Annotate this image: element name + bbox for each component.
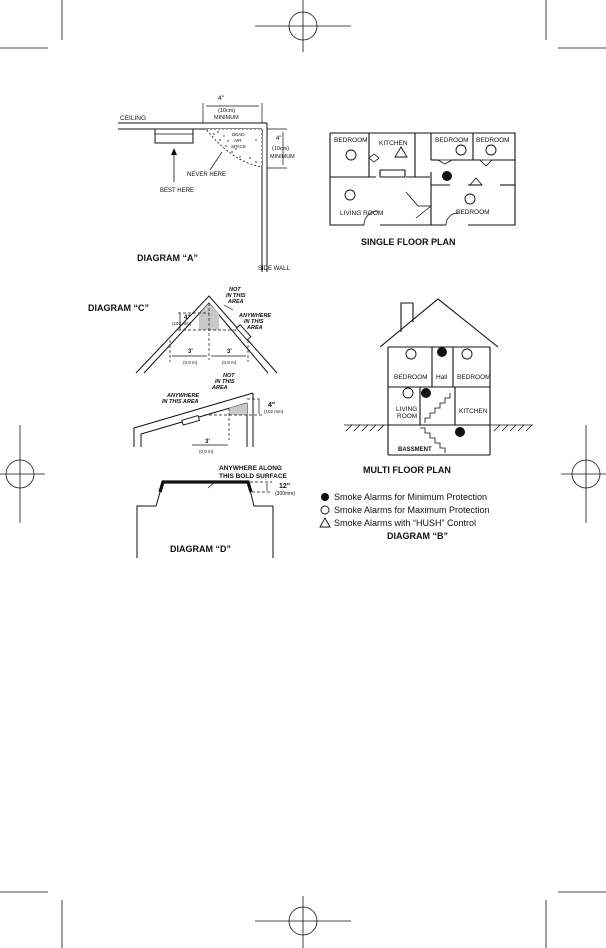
registration-mark-top bbox=[255, 0, 351, 52]
diagram-c bbox=[88, 287, 284, 454]
peak-anywhere-2: IN THIS bbox=[244, 319, 264, 325]
best-here-arrow bbox=[171, 148, 177, 182]
shed-not-1: NOT bbox=[223, 373, 235, 379]
peak-dim-3-left: 3' bbox=[188, 349, 193, 355]
shed-alarm bbox=[182, 416, 200, 425]
dim-side-value: 4" bbox=[276, 136, 282, 142]
ground-line bbox=[344, 425, 533, 431]
legend-filled-circle bbox=[321, 493, 329, 501]
peak-anywhere-1: ANYWHERE bbox=[239, 313, 272, 319]
registration-mark-bottom bbox=[255, 896, 351, 948]
multi-min-alarms bbox=[421, 347, 465, 437]
legend-min-protection: Smoke Alarms for Minimum Protection bbox=[334, 492, 488, 502]
shed-dim-3-metric: (0,9 m) bbox=[199, 449, 214, 454]
d-dim-12: 12" bbox=[279, 483, 291, 490]
room-bedroom-left: BEDROOM bbox=[394, 374, 428, 381]
peak-not-2: IN THIS bbox=[226, 293, 246, 299]
shed-anywhere-2: IN THIS AREA bbox=[162, 399, 199, 405]
staircase-upper bbox=[425, 393, 450, 423]
room-bedroom-right: BEDROOM bbox=[457, 374, 491, 381]
diagram-a bbox=[118, 95, 295, 272]
multi-floor-title: MULTI FLOOR PLAN bbox=[363, 465, 451, 475]
peak-not-1: NOT bbox=[229, 287, 241, 293]
best-here-label: BEST HERE bbox=[160, 188, 194, 194]
room-kitchen: KITCHEN bbox=[379, 140, 408, 147]
shed-not-3: AREA bbox=[212, 385, 228, 391]
diagram-d-title: DIAGRAM “D” bbox=[170, 544, 231, 554]
room-living-room: LIVING ROOM bbox=[340, 210, 384, 217]
legend-triangle bbox=[320, 518, 330, 527]
room-hall: Hall bbox=[436, 374, 448, 381]
dead-air-label-2: AIR bbox=[234, 138, 242, 143]
single-floor-title: SINGLE FLOOR PLAN bbox=[361, 237, 456, 247]
peak-dim-3-right: 3' bbox=[227, 349, 232, 355]
diagram-d bbox=[137, 465, 295, 558]
side-wall-label: SIDE WALL bbox=[258, 266, 290, 272]
dim-side-min: MINIMUM bbox=[270, 154, 295, 160]
shed-dim-4: 4" bbox=[268, 402, 276, 409]
room-living-1: LIVING bbox=[396, 406, 418, 413]
peak-dim-3-right-metric: (0,9 m) bbox=[222, 360, 237, 365]
dead-air-label-1: DEAD bbox=[232, 132, 245, 137]
registration-mark-left bbox=[0, 425, 45, 523]
d-anywhere-2: THIS BOLD SURFACE bbox=[219, 473, 287, 480]
dead-air-label-3: SPACE bbox=[231, 144, 246, 149]
peak-anywhere-3: AREA bbox=[247, 325, 263, 331]
shed-dim-3: 3' bbox=[205, 439, 210, 445]
legend-open-circle bbox=[321, 506, 329, 514]
single-floor-plan bbox=[330, 133, 515, 247]
room-living-2: ROOM bbox=[397, 413, 418, 420]
ceiling-label: CEILING bbox=[120, 115, 147, 122]
never-here-label: NEVER HERE bbox=[187, 172, 227, 178]
d-anywhere-1: ANYWHERE ALONG bbox=[219, 465, 282, 472]
shed-dim-4-metric: (102 mm) bbox=[264, 409, 284, 414]
room-bedroom-4: BEDROOM bbox=[456, 209, 490, 216]
min-protection-alarm bbox=[442, 171, 452, 181]
diagram-b-title: DIAGRAM “B” bbox=[387, 531, 448, 541]
d-dim-guides bbox=[250, 482, 272, 492]
diagram-c-title: DIAGRAM “C” bbox=[88, 303, 149, 313]
legend bbox=[320, 492, 490, 541]
dim-top-min: MINIMUM bbox=[214, 115, 239, 121]
peak-dim-4-metric: (102 mm) bbox=[172, 321, 192, 326]
registration-mark-right bbox=[561, 425, 606, 523]
legend-max-protection: Smoke Alarms for Maximum Protection bbox=[334, 505, 490, 515]
peak-dim-3-left-metric: (0,9 m) bbox=[183, 360, 198, 365]
room-basement: BASSMENT bbox=[398, 447, 432, 453]
smoke-alarm-best-position bbox=[155, 129, 193, 143]
peak-not-3: AREA bbox=[228, 299, 244, 305]
shed-dim-arrows bbox=[192, 400, 259, 445]
room-kitchen: KITCHEN bbox=[459, 408, 488, 415]
dim-top-value: 4" bbox=[218, 95, 224, 102]
shed-anywhere-1: ANYWHERE bbox=[167, 393, 200, 399]
room-bedroom-3: BEDROOM bbox=[476, 137, 510, 144]
shed-no-zone bbox=[229, 403, 247, 415]
hush-alarm bbox=[395, 147, 407, 157]
peak-dim-4: 4" bbox=[184, 315, 191, 321]
room-bedroom-2: BEDROOM bbox=[435, 137, 469, 144]
d-dim-12-metric: (300mm) bbox=[275, 491, 296, 497]
shed-not-2: IN THIS bbox=[215, 379, 235, 385]
diagram-a-title: DIAGRAM “A” bbox=[137, 253, 198, 263]
legend-hush-control: Smoke Alarms with “HUSH” Control bbox=[334, 518, 477, 528]
multi-floor-plan bbox=[344, 299, 533, 475]
d-bold-surface bbox=[160, 482, 251, 492]
dim-top-metric: (10cm) bbox=[218, 108, 236, 114]
room-bedroom-1: BEDROOM bbox=[334, 137, 368, 144]
dim-side-metric: (10cm) bbox=[272, 146, 290, 152]
